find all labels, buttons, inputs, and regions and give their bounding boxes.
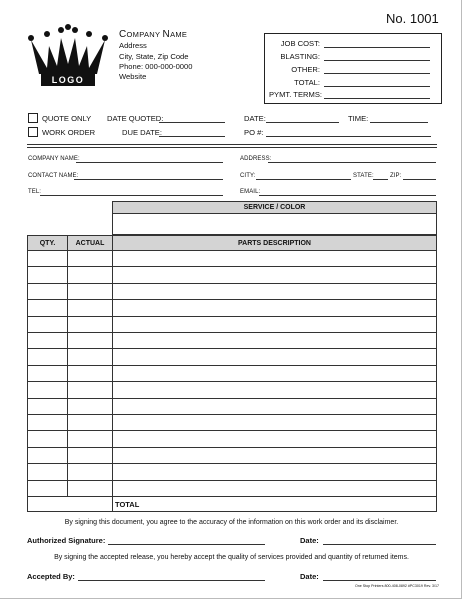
job-cost-label: JOB COST:	[280, 39, 320, 48]
table-row-line	[27, 463, 437, 464]
accepted-by-label: Accepted By:	[27, 572, 75, 581]
customer-company-field[interactable]	[76, 162, 223, 163]
table-row-line	[27, 414, 437, 415]
company-website: Website	[119, 72, 147, 81]
table-row-line	[27, 398, 437, 399]
quote-only-checkbox[interactable]	[28, 113, 38, 123]
authorized-signature-field[interactable]	[108, 544, 265, 545]
customer-address-label: ADDRESS:	[240, 156, 272, 162]
customer-email-field[interactable]	[259, 195, 436, 196]
tel-label: TEL:	[28, 189, 42, 195]
customer-state-label: STATE:	[353, 173, 374, 179]
service-color-field[interactable]	[112, 213, 437, 235]
table-row-line	[27, 316, 437, 317]
other-label: OTHER:	[291, 65, 320, 74]
table-row-line	[27, 299, 437, 300]
contact-name-label: CONTACT NAME:	[28, 173, 79, 179]
disclaimer-text: By signing this document, you agree to the accuracy of the information on this work order and its disclaimer.	[64, 519, 399, 526]
date2-field[interactable]	[323, 580, 436, 581]
qty-header: QTY.	[27, 235, 68, 251]
date-field[interactable]	[266, 122, 339, 123]
po-field[interactable]	[266, 136, 431, 137]
time-label: TIME:	[348, 114, 369, 123]
separator-bottom	[27, 147, 437, 148]
other-field[interactable]	[324, 73, 430, 74]
document-number: No. 1001	[386, 11, 439, 26]
table-row-line	[27, 348, 437, 349]
po-label: PO #:	[244, 128, 264, 137]
blasting-label: BLASTING:	[280, 52, 320, 61]
company-phone: Phone: 000-000-0000	[119, 62, 193, 71]
pymt-terms-field[interactable]	[324, 98, 430, 99]
table-row-line	[27, 332, 437, 333]
date-quoted-field[interactable]	[159, 122, 225, 123]
logo-text: LOGO	[51, 75, 85, 85]
company-address: Address	[119, 41, 147, 50]
due-date-label: DUE DATE:	[122, 128, 162, 137]
table-row-line	[27, 365, 437, 366]
qty-column-divider	[67, 250, 68, 496]
table-row-line	[27, 447, 437, 448]
actual-header: ACTUAL	[67, 235, 113, 251]
pymt-terms-label: PYMT. TERMS:	[268, 90, 322, 99]
table-row-line	[27, 430, 437, 431]
parts-description-header: PARTS DESCRIPTION	[112, 235, 437, 251]
date-label: DATE:	[244, 114, 266, 123]
time-field[interactable]	[370, 122, 428, 123]
total-label: TOTAL:	[294, 78, 320, 87]
table-row-line	[27, 480, 437, 481]
customer-city-label: CITY:	[240, 173, 256, 179]
job-cost-field[interactable]	[324, 47, 430, 48]
customer-company-label: COMPANY NAME:	[28, 156, 80, 162]
customer-city-field[interactable]	[256, 179, 351, 180]
service-color-header: SERVICE / COLOR	[112, 201, 437, 214]
company-name: COMPANY NAME	[119, 29, 188, 40]
work-order-checkbox[interactable]	[28, 127, 38, 137]
total-field[interactable]	[324, 86, 430, 87]
release-text: By signing the accepted release, you hereby accept the quality of services provided and quantity of returned items.	[54, 554, 409, 561]
tel-field[interactable]	[40, 195, 223, 196]
blasting-field[interactable]	[324, 60, 430, 61]
customer-state-field[interactable]	[373, 179, 388, 180]
date1-field[interactable]	[323, 544, 436, 545]
customer-zip-field[interactable]	[403, 179, 436, 180]
table-row-line	[27, 266, 437, 267]
quote-only-label: QUOTE ONLY	[42, 114, 92, 123]
company-city: City, State, Zip Code	[119, 52, 189, 61]
due-date-field[interactable]	[159, 136, 225, 137]
table-row-line	[27, 496, 437, 497]
accepted-by-field[interactable]	[78, 580, 265, 581]
customer-address-field[interactable]	[268, 162, 436, 163]
table-row-line	[27, 381, 437, 382]
date1-label: Date:	[300, 536, 319, 545]
printer-note: One Stop Printers 800-408-0892 #PC3019 Rev. 3/17	[354, 584, 439, 588]
date2-label: Date:	[300, 572, 319, 581]
customer-email-label: EMAIL:	[240, 189, 261, 195]
date-quoted-label: DATE QUOTED:	[107, 114, 164, 123]
contact-name-field[interactable]	[74, 179, 223, 180]
table-row-line	[27, 283, 437, 284]
customer-zip-label: ZIP:	[390, 173, 402, 179]
authorized-signature-label: Authorized Signature:	[27, 536, 106, 545]
work-order-label: WORK ORDER	[42, 128, 96, 137]
table-total-label: TOTAL	[115, 500, 140, 509]
separator-top	[27, 144, 437, 145]
